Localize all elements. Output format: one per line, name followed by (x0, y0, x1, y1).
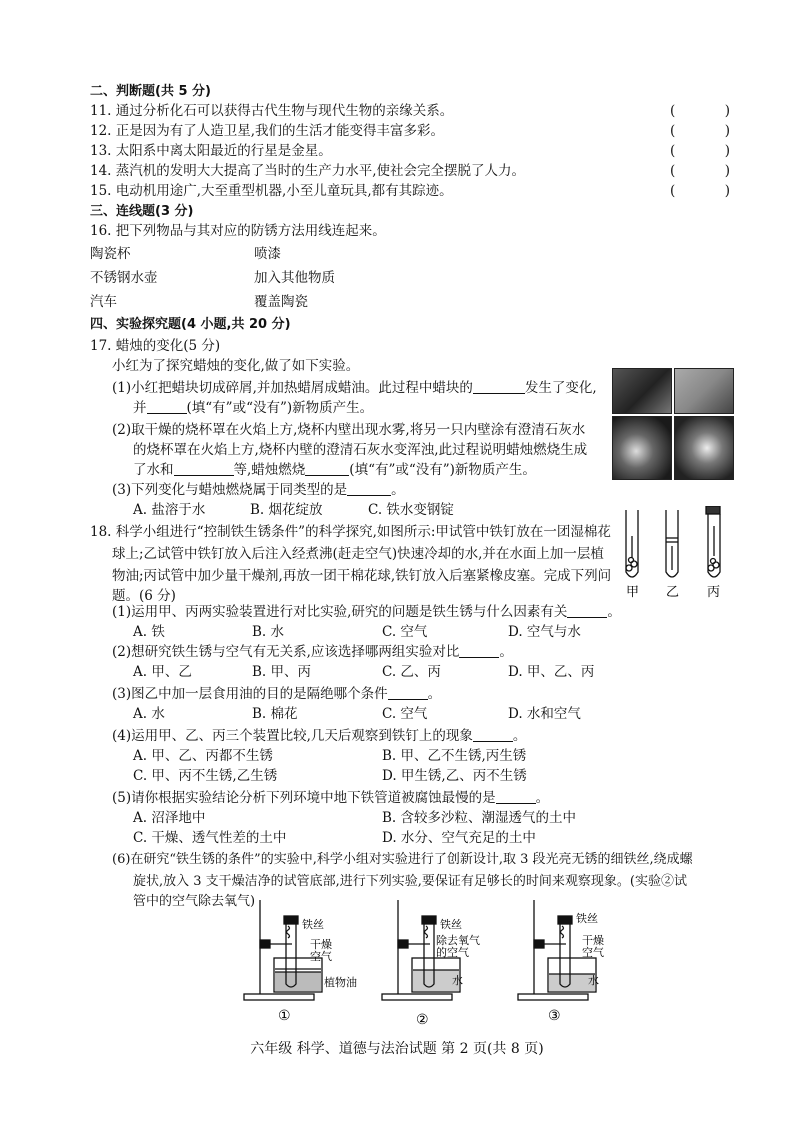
candle-photo-1 (612, 368, 672, 414)
answer-paren-15[interactable]: ( ) (670, 183, 730, 199)
q18-line3: 物油;丙试管中加少量干燥剂,再放一团干棉花球,铁钉放入后塞紧橡皮塞。完成下列问 (112, 568, 612, 584)
fig3-liquid-label: 水 (588, 974, 599, 987)
match-left-2[interactable]: 不锈钢水壶 (90, 270, 158, 286)
match-right-1[interactable]: 喷漆 (254, 246, 281, 262)
q18-s4-option-c[interactable]: C. 甲、丙不生锈,乙生锈 (133, 768, 278, 784)
blank-input[interactable] (174, 461, 234, 476)
answer-paren-14[interactable]: ( ) (670, 163, 730, 179)
blank-input[interactable] (473, 379, 525, 394)
answer-paren-13[interactable]: ( ) (670, 143, 730, 159)
q17-option-b[interactable]: B. 烟花绽放 (250, 502, 323, 518)
fig2-liquid-label: 水 (452, 974, 463, 987)
q17-part1-line1: (1)小红把蜡块切成碎屑,并加热蜡屑成蜡油。此过程中蜡块的 发生了变化, (112, 380, 597, 396)
q18-s3-option-c[interactable]: C. 空气 (382, 706, 428, 722)
fig3-number: ③ (548, 1008, 561, 1024)
q18-s2-option-a[interactable]: A. 甲、乙 (133, 664, 192, 680)
question-17-title: 17. 蜡烛的变化(5 分) (90, 338, 221, 354)
q18-s5-option-d[interactable]: D. 水分、空气充足的土中 (382, 830, 536, 846)
q18-sub2: (2)想研究铁生锈与空气有无关系,应该选择哪两组实验对比 。 (112, 644, 513, 660)
q17-part2-line3: 了水和 等,蜡烛燃烧 (填“有”或“没有”)新物质产生。 (133, 462, 536, 478)
apparatus-figures (236, 896, 616, 1028)
q18-sub1: (1)运用甲、丙两实验装置进行对比实验,研究的问题是铁生锈与什么因素有关 。 (112, 604, 621, 620)
question-13: 13. 太阳系中离太阳最近的行星是金星。 (90, 143, 332, 159)
q17-option-a[interactable]: A. 盐溶于水 (133, 502, 206, 518)
q18-s2-option-b[interactable]: B. 甲、丙 (252, 664, 312, 680)
q18-sub4: (4)运用甲、乙、丙三个装置比较,几天后观察到铁钉上的现象 。 (112, 728, 527, 744)
match-left-1[interactable]: 陶瓷杯 (90, 246, 131, 262)
q18-s4-option-b[interactable]: B. 甲、乙不生锈,丙生锈 (382, 748, 527, 764)
q18-s1-option-b[interactable]: B. 水 (252, 624, 285, 640)
q17-part2-line1: (2)取干燥的烧杯罩在火焰上方,烧杯内壁出现水雾,将另一只内壁涂有澄清石灰水 (112, 422, 586, 438)
blank-input[interactable] (388, 685, 428, 700)
question-17-intro: 小红为了探究蜡烛的变化,做了如下实验。 (112, 358, 360, 374)
blank-input[interactable] (305, 461, 349, 476)
blank-input[interactable] (473, 727, 513, 742)
fig3-wire-label: 铁丝 (576, 912, 598, 925)
section-2-title: 二、判断题(共 5 分) (90, 84, 211, 99)
candle-photo-2 (674, 368, 734, 414)
candle-photo-3 (612, 416, 672, 480)
question-12: 12. 正是因为有了人造卫星,我们的生活才能变得丰富多彩。 (90, 123, 445, 139)
q18-s4-option-a[interactable]: A. 甲、乙、丙都不生锈 (133, 748, 273, 764)
tube-yi (666, 510, 678, 577)
answer-paren-11[interactable]: ( ) (670, 103, 730, 119)
fig1-air-label-1: 干燥 (310, 938, 332, 951)
blank-input[interactable] (147, 399, 187, 414)
fig2-number: ② (416, 1012, 429, 1028)
q18-s1-option-c[interactable]: C. 空气 (382, 624, 428, 640)
q18-s3-option-a[interactable]: A. 水 (133, 706, 165, 722)
fig2-air-label-2: 的空气 (436, 946, 469, 959)
section-4-title: 四、实验探究题(4 小题,共 20 分) (90, 317, 291, 332)
q17-part2-line2: 的烧杯罩在火焰上方,烧杯内壁的澄清石灰水变浑浊,此过程说明蜡烛燃烧生成 (133, 442, 588, 458)
test-tubes-figure (612, 506, 742, 598)
q18-sub6-line2: 旋状,放入 3 支干燥洁净的试管底部,进行下列实验,要保证有足够长的时间来观察现象。(实验②试 (133, 874, 688, 889)
blank-input[interactable] (496, 789, 536, 804)
fig1-air-label-2: 空气 (310, 950, 332, 963)
blank-input[interactable] (347, 481, 391, 496)
fig1-number: ① (278, 1008, 291, 1024)
q18-s4-option-d[interactable]: D. 甲生锈,乙、丙不生锈 (382, 768, 527, 784)
blank-input[interactable] (567, 603, 607, 618)
q18-s5-option-b[interactable]: B. 含较多沙粒、潮湿透气的土中 (382, 810, 577, 826)
match-left-3[interactable]: 汽车 (90, 294, 117, 310)
tube-label-bing: 丙 (707, 585, 721, 598)
q18-sub6-line3: 管中的空气除去氧气) (133, 894, 256, 909)
q18-sub6-line1: (6)在研究“铁生锈的条件”的实验中,科学小组对实验进行了创新设计,取 3 段光亮无锈的细铁丝,绕成螺 (112, 852, 693, 867)
q18-s2-option-d[interactable]: D. 甲、乙、丙 (508, 664, 595, 680)
q18-sub3: (3)图乙中加一层食用油的目的是隔绝哪个条件 。 (112, 686, 442, 702)
blank-input[interactable] (459, 643, 499, 658)
q18-line1: 18. 科学小组进行“控制铁生锈条件”的科学探究,如图所示:甲试管中铁钉放在一团湿棉花 (90, 524, 611, 540)
q18-s5-option-c[interactable]: C. 干燥、透气性差的土中 (133, 830, 287, 846)
match-right-2[interactable]: 加入其他物质 (254, 270, 335, 286)
q17-part3: (3)下列变化与蜡烛燃烧属于同类型的是 。 (112, 482, 405, 498)
match-right-3[interactable]: 覆盖陶瓷 (254, 294, 308, 310)
fig2-wire-label: 铁丝 (440, 918, 462, 931)
question-14: 14. 蒸汽机的发明大大提高了当时的生产力水平,使社会完全摆脱了人力。 (90, 163, 526, 179)
q17-option-c[interactable]: C. 铁水变钢锭 (368, 502, 454, 518)
tube-label-jia: 甲 (626, 585, 640, 598)
q17-part1-line2: 并 (填“有”或“没有”)新物质产生。 (133, 400, 374, 416)
tube-bing (706, 506, 720, 577)
q18-line2: 球上;乙试管中铁钉放入后注入经煮沸(赶走空气)快速冷却的水,并在水面上加一层植 (112, 546, 604, 562)
q18-s3-option-d[interactable]: D. 水和空气 (508, 706, 581, 722)
candle-photo-4 (674, 416, 734, 480)
question-16: 16. 把下列物品与其对应的防锈方法用线连起来。 (90, 223, 386, 239)
question-15: 15. 电动机用途广,大至重型机器,小至儿童玩具,都有其踪迹。 (90, 183, 453, 199)
q18-line4: 题。(6 分) (112, 588, 176, 604)
fig2-air-label-1: 除去氧气 (436, 934, 480, 947)
q18-s1-option-d[interactable]: D. 空气与水 (508, 624, 581, 640)
q18-s2-option-c[interactable]: C. 乙、丙 (382, 664, 441, 680)
question-11: 11. 通过分析化石可以获得古代生物与现代生物的亲缘关系。 (90, 103, 454, 119)
fig1-liquid-label: 植物油 (324, 976, 357, 989)
fig3-air-label-1: 干燥 (582, 934, 604, 947)
answer-paren-12[interactable]: ( ) (670, 123, 730, 139)
q18-s1-option-a[interactable]: A. 铁 (133, 624, 165, 640)
fig1-wire-label: 铁丝 (302, 918, 324, 931)
q18-sub5: (5)请你根据实验结论分析下列环境中地下铁管道被腐蚀最慢的是 。 (112, 790, 550, 806)
q18-s3-option-b[interactable]: B. 棉花 (252, 706, 298, 722)
section-3-title: 三、连线题(3 分) (90, 204, 194, 219)
tube-label-yi: 乙 (666, 585, 680, 598)
page-footer: 六年级 科学、道德与法治试题 第 2 页(共 8 页) (250, 1041, 544, 1057)
q18-s5-option-a[interactable]: A. 沼泽地中 (133, 810, 206, 826)
fig3-air-label-2: 空气 (582, 946, 604, 959)
tube-jia (626, 510, 638, 577)
